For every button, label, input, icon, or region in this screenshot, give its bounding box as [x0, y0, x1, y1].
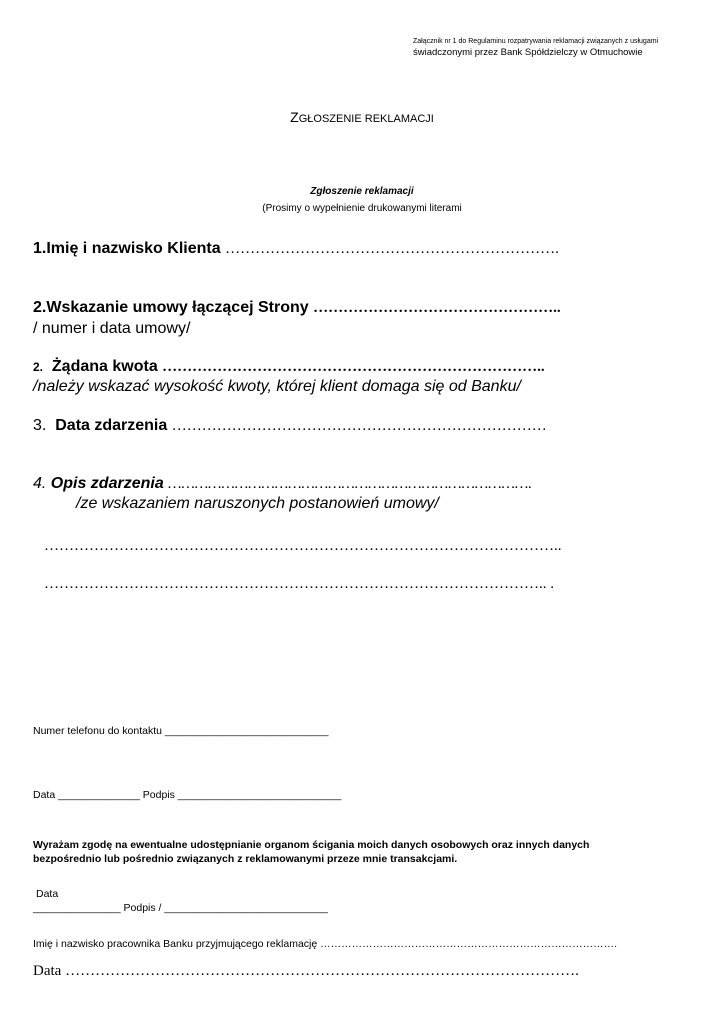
header-line-1: Załącznik nr 1 do Regulaminu rozpatrywania reklamacji związanych z usługami	[413, 38, 659, 45]
agreement-note: / numer i data umowy/	[33, 320, 191, 337]
description-number: 4.	[33, 475, 47, 492]
date-label: Data zdarzenia	[55, 417, 168, 434]
agreement-label: 2.Wskazanie umowy łączącej Strony	[33, 299, 309, 316]
title-first-letter: Z	[290, 109, 299, 125]
final-date-field: Data ………………………………………………………………………………………….	[33, 963, 579, 979]
consent-date-label: Data	[36, 888, 59, 900]
agreement-dots: …………………………………………..	[313, 300, 561, 316]
header-line-2: świadczonymi przez Bank Spółdzielczy w Otmuchowie	[413, 47, 643, 58]
title-rest: GŁOSZENIE REKLAMACJI	[298, 113, 434, 125]
amount-dots: …………………………………………………………………..	[162, 359, 545, 375]
date-field	[33, 417, 547, 435]
description-line-2: ……………………………………………………………………………………….. .	[44, 576, 554, 592]
client-name-label: 1.Imię i nazwisko Klienta	[33, 240, 221, 257]
date-number: 3.	[33, 417, 47, 434]
consent-statement	[33, 838, 589, 866]
form-instruction: (Prosimy o wypełnienie drukowanymi literami	[262, 203, 462, 214]
description-note: /ze wskazaniem naruszonych postanowień umowy/	[76, 495, 439, 512]
page-title	[0, 109, 724, 125]
description-label: Opis zdarzenia	[50, 475, 164, 492]
client-name-dots: ………………………………………………………….	[225, 241, 559, 257]
amount-number: 2.	[33, 360, 44, 374]
client-name-field	[33, 240, 559, 258]
employee-name-field: Imię i nazwisko pracownika Banku przyjmującego reklamację ………………………………………………………………………….	[33, 938, 618, 950]
amount-note: /należy wskazać wysokość kwoty, której klient domaga się od Banku/	[33, 378, 521, 395]
amount-field	[33, 358, 545, 376]
date-signature-field: Data ______________ Podpis ____________________________	[33, 789, 342, 801]
description-dots: ……………………………………………………………………….	[168, 476, 533, 492]
description-line-1: …………………………………………………………………………………………..	[44, 538, 562, 554]
phone-field: Numer telefonu do kontaktu ____________________________	[33, 725, 329, 737]
consent-line-1: Wyrażam zgodę na ewentualne udostępnianie organom ścigania moich danych osobowych oraz innych danych	[33, 839, 590, 851]
form-subtitle: Zgłoszenie reklamacji	[310, 186, 414, 197]
description-field	[33, 475, 532, 493]
consent-signature-line: _______________ Podpis / ____________________________	[33, 902, 328, 914]
agreement-field	[33, 299, 561, 317]
date-dots: …………………………………………………………………	[171, 418, 547, 434]
consent-line-2: bezpośrednio lub pośrednio związanych z reklamowanymi przeze mnie transakcjami.	[33, 853, 458, 865]
amount-label: Żądana kwota	[51, 358, 158, 375]
